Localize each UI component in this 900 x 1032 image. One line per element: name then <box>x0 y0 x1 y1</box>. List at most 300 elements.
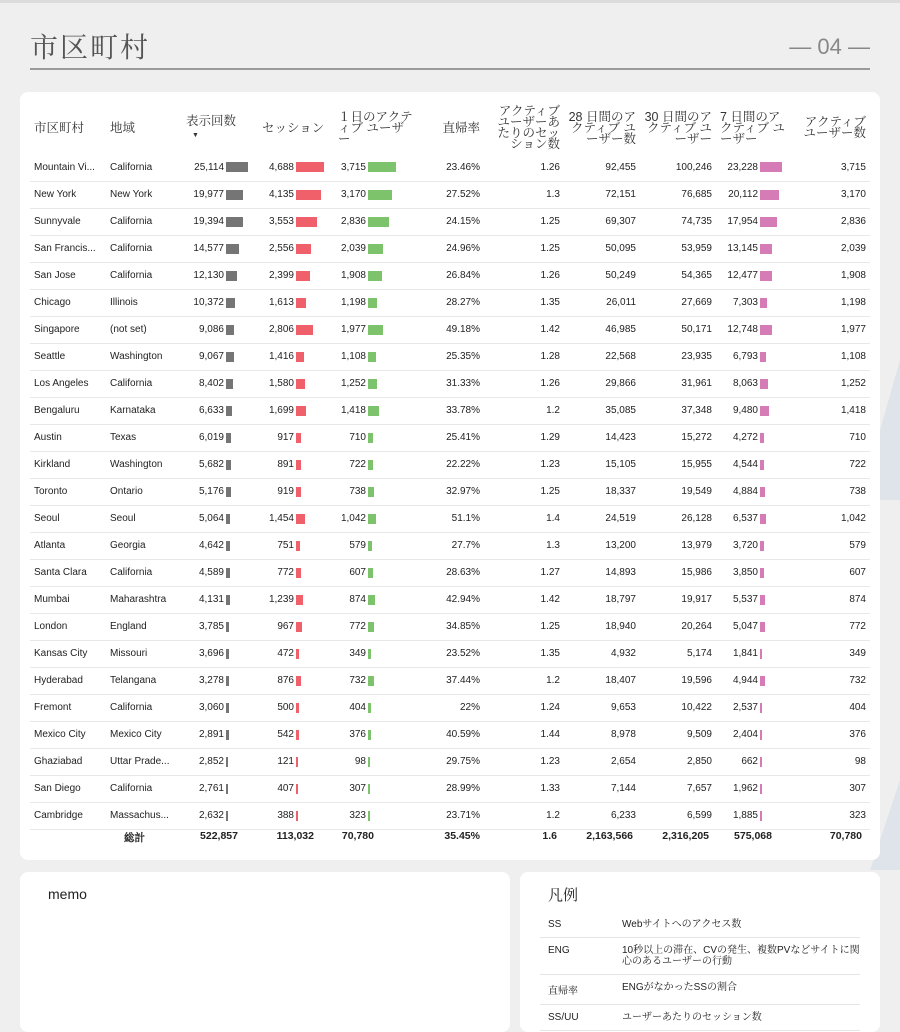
cell-city: Kansas City <box>30 640 106 667</box>
bar-dau <box>368 244 383 254</box>
cell-city: Seoul <box>30 505 106 532</box>
cell-value: 6,793 <box>732 351 758 362</box>
cell-value: 2,806 <box>268 324 294 335</box>
cell-value: 4,131 <box>198 594 224 605</box>
bar-sessions <box>296 514 305 524</box>
table-row[interactable] <box>30 154 870 181</box>
bar-wau <box>760 244 772 254</box>
bar-dau <box>368 784 370 794</box>
table-row[interactable] <box>30 505 870 532</box>
cell-wau <box>716 532 792 559</box>
bar-wau <box>760 190 779 200</box>
cell-city: Ghaziabad <box>30 748 106 775</box>
table-row[interactable] <box>30 640 870 667</box>
bar-cell <box>338 783 414 794</box>
total-dau: 70,780 <box>341 830 374 842</box>
bar-dau <box>368 433 373 443</box>
bar-views <box>226 487 231 497</box>
bar-cell <box>338 378 414 389</box>
cell-views <box>182 235 258 262</box>
cell-views <box>182 262 258 289</box>
bar-views <box>226 460 231 470</box>
bar-dau <box>368 271 382 281</box>
cell-value: 20,112 <box>728 189 758 200</box>
sort-desc-icon[interactable]: ▼ <box>192 131 199 139</box>
cell-value: 1,699 <box>268 405 294 416</box>
bar-views <box>226 325 234 335</box>
column-header-au30[interactable] <box>640 102 716 154</box>
table-row[interactable] <box>30 721 870 748</box>
cell-spu: 1.29 <box>484 424 564 451</box>
cell-value: 1,613 <box>268 297 294 308</box>
bar-cell <box>186 783 254 794</box>
table-row[interactable] <box>30 748 870 775</box>
bar-sessions <box>296 460 301 470</box>
bar-wau <box>760 298 767 308</box>
cell-sessions <box>258 802 334 829</box>
cell-value: 2,039 <box>340 243 366 254</box>
cell-value: 2,556 <box>268 243 294 254</box>
bar-dau <box>368 514 376 524</box>
cell-city: Mexico City <box>30 721 106 748</box>
cell-mau: 72,151 <box>564 181 640 208</box>
bar-cell <box>186 729 254 740</box>
cell-city: Austin <box>30 424 106 451</box>
cell-bounce: 34.85% <box>418 613 484 640</box>
bar-wau <box>760 811 762 821</box>
bar-dau <box>368 541 372 551</box>
cell-dau <box>334 262 418 289</box>
bar-sessions <box>296 271 310 281</box>
cell-mau: 9,653 <box>564 694 640 721</box>
bar-cell <box>720 405 788 416</box>
bar-cell <box>720 270 788 281</box>
cell-au30: 15,955 <box>640 451 716 478</box>
bar-cell <box>186 216 254 227</box>
table-row[interactable] <box>30 316 870 343</box>
bar-wau <box>760 325 772 335</box>
cell-value: 307 <box>349 783 366 794</box>
bar-dau <box>368 487 374 497</box>
bar-cell <box>338 297 414 308</box>
cell-dau <box>334 802 418 829</box>
cell-region: (not set) <box>106 316 182 343</box>
bar-views <box>226 217 243 227</box>
bar-cell <box>720 567 788 578</box>
legend-term: 直帰率 <box>548 986 578 997</box>
cell-dau <box>334 586 418 613</box>
table-row[interactable] <box>30 586 870 613</box>
cell-value: 1,962 <box>732 783 758 794</box>
cell-wau <box>716 559 792 586</box>
cell-value: 14,577 <box>193 243 224 254</box>
cell-au: 607 <box>792 559 870 586</box>
column-header-spu[interactable] <box>484 102 564 154</box>
cell-wau <box>716 802 792 829</box>
cell-views <box>182 424 258 451</box>
table-row[interactable] <box>30 397 870 424</box>
bar-cell <box>720 297 788 308</box>
cell-wau <box>716 748 792 775</box>
cell-mau: 29,866 <box>564 370 640 397</box>
cell-dau <box>334 424 418 451</box>
cell-value: 349 <box>349 648 366 659</box>
cell-au: 710 <box>792 424 870 451</box>
bar-dau <box>368 622 374 632</box>
bar-cell <box>186 378 254 389</box>
bar-cell <box>186 756 254 767</box>
table-row[interactable] <box>30 424 870 451</box>
cell-value: 5,537 <box>732 594 758 605</box>
cell-region: California <box>106 208 182 235</box>
cell-value: 6,019 <box>198 432 224 443</box>
column-header-wau[interactable] <box>716 102 792 154</box>
table-row[interactable] <box>30 775 870 802</box>
column-header-label: １日のアクティブ ユーザー <box>338 109 413 146</box>
bar-views <box>226 595 230 605</box>
cell-au: 1,108 <box>792 343 870 370</box>
bar-cell <box>338 432 414 443</box>
cell-bounce: 31.33% <box>418 370 484 397</box>
cell-value: 9,480 <box>732 405 758 416</box>
column-header-views[interactable] <box>182 102 258 154</box>
cell-value: 19,394 <box>193 216 224 227</box>
cell-wau <box>716 181 792 208</box>
cell-wau <box>716 667 792 694</box>
cell-region: Uttar Prade... <box>106 748 182 775</box>
bar-cell <box>262 567 330 578</box>
cell-bounce: 37.44% <box>418 667 484 694</box>
cell-mau: 18,940 <box>564 613 640 640</box>
cell-sessions <box>258 262 334 289</box>
cell-value: 12,477 <box>727 270 758 281</box>
cell-au: 1,908 <box>792 262 870 289</box>
bar-cell <box>262 486 330 497</box>
cell-city: Singapore <box>30 316 106 343</box>
cell-region: Washington <box>106 343 182 370</box>
cell-spu: 1.25 <box>484 478 564 505</box>
column-header-sessions[interactable] <box>258 102 334 154</box>
table-row[interactable] <box>30 559 870 586</box>
cell-views <box>182 397 258 424</box>
cell-value: 917 <box>277 432 294 443</box>
legend-description: Webサイトへのアクセス数 <box>622 919 742 930</box>
cell-mau: 18,337 <box>564 478 640 505</box>
cell-views <box>182 721 258 748</box>
cell-wau <box>716 613 792 640</box>
cell-spu: 1.44 <box>484 721 564 748</box>
legend-card <box>520 872 880 1032</box>
bar-sessions <box>296 298 306 308</box>
cell-sessions <box>258 316 334 343</box>
cell-dau <box>334 370 418 397</box>
column-header-bounce[interactable] <box>418 102 484 154</box>
bar-wau <box>760 703 762 713</box>
cell-mau: 22,568 <box>564 343 640 370</box>
cell-spu: 1.25 <box>484 235 564 262</box>
cell-au: 722 <box>792 451 870 478</box>
bar-wau <box>760 622 765 632</box>
table-row[interactable] <box>30 532 870 559</box>
bar-dau <box>368 460 373 470</box>
bar-cell <box>186 297 254 308</box>
cell-au: 307 <box>792 775 870 802</box>
cell-value: 7,303 <box>732 297 758 308</box>
cell-spu: 1.26 <box>484 154 564 181</box>
cell-views <box>182 775 258 802</box>
cell-au30: 13,979 <box>640 532 716 559</box>
total-au: 70,780 <box>829 830 862 842</box>
cell-au: 3,170 <box>792 181 870 208</box>
legend-description: 10秒以上の滞在、CVの発生、複数PVなどサイトに関心のあるユーザーの行動 <box>622 945 860 967</box>
cell-value: 2,632 <box>198 810 224 821</box>
bar-views <box>226 811 228 821</box>
totals-row <box>30 830 870 846</box>
bar-cell <box>720 648 788 659</box>
cell-value: 4,544 <box>732 459 758 470</box>
table-row[interactable] <box>30 208 870 235</box>
cell-mau: 4,932 <box>564 640 640 667</box>
bar-cell <box>338 675 414 686</box>
cell-city: Mountain Vi... <box>30 154 106 181</box>
column-header-region[interactable] <box>106 102 182 154</box>
cell-sessions <box>258 397 334 424</box>
cell-au30: 74,735 <box>640 208 716 235</box>
cell-dau <box>334 613 418 640</box>
bar-sessions <box>296 622 302 632</box>
bar-cell <box>720 594 788 605</box>
bar-views <box>226 379 233 389</box>
cell-sessions <box>258 154 334 181</box>
bar-cell <box>186 540 254 551</box>
bar-wau <box>760 784 762 794</box>
cell-city: Cambridge <box>30 802 106 829</box>
cell-region: Mexico City <box>106 721 182 748</box>
table-row[interactable] <box>30 478 870 505</box>
cell-city: Santa Clara <box>30 559 106 586</box>
cell-dau <box>334 181 418 208</box>
cell-region: California <box>106 694 182 721</box>
bar-views <box>226 244 239 254</box>
bar-cell <box>720 783 788 794</box>
bar-cell <box>338 270 414 281</box>
total-spu: 1.6 <box>542 830 557 842</box>
bar-sessions <box>296 784 298 794</box>
bar-cell <box>338 189 414 200</box>
cell-views <box>182 289 258 316</box>
table-row[interactable] <box>30 613 870 640</box>
cell-spu: 1.35 <box>484 640 564 667</box>
bar-dau <box>368 298 377 308</box>
cell-spu: 1.3 <box>484 181 564 208</box>
bar-dau <box>368 568 373 578</box>
cell-value: 542 <box>277 729 294 740</box>
table-row[interactable] <box>30 235 870 262</box>
cell-views <box>182 370 258 397</box>
bar-wau <box>760 460 764 470</box>
bar-sessions <box>296 379 305 389</box>
cell-au30: 15,272 <box>640 424 716 451</box>
bar-cell <box>262 675 330 686</box>
cell-value: 13,145 <box>727 243 758 254</box>
cell-region: Missouri <box>106 640 182 667</box>
table-row[interactable] <box>30 802 870 829</box>
table-row[interactable] <box>30 343 870 370</box>
cell-city: Hyderabad <box>30 667 106 694</box>
cell-views <box>182 505 258 532</box>
column-header-city[interactable] <box>30 102 106 154</box>
bar-wau <box>760 433 764 443</box>
table-row[interactable] <box>30 370 870 397</box>
page-number: — 04 — <box>789 34 870 59</box>
cell-city: Chicago <box>30 289 106 316</box>
cell-sessions <box>258 235 334 262</box>
cell-wau <box>716 397 792 424</box>
cell-wau <box>716 235 792 262</box>
cell-dau <box>334 775 418 802</box>
cell-value: 5,064 <box>198 513 224 524</box>
cell-city: Sunnyvale <box>30 208 106 235</box>
cell-au: 3,715 <box>792 154 870 181</box>
bar-cell <box>262 162 330 173</box>
cell-value: 1,042 <box>340 513 366 524</box>
cell-spu: 1.27 <box>484 559 564 586</box>
cell-value: 4,642 <box>198 540 224 551</box>
bar-wau <box>760 514 766 524</box>
cell-dau <box>334 721 418 748</box>
bar-views <box>226 622 229 632</box>
cell-value: 9,086 <box>198 324 224 335</box>
cell-value: 121 <box>277 756 294 767</box>
cell-sessions <box>258 694 334 721</box>
cell-mau: 24,519 <box>564 505 640 532</box>
bar-dau <box>368 379 377 389</box>
bar-dau <box>368 595 375 605</box>
cell-value: 9,067 <box>198 351 224 362</box>
cell-city: San Francis... <box>30 235 106 262</box>
bar-cell <box>262 621 330 632</box>
cell-value: 1,418 <box>340 405 366 416</box>
table-row[interactable] <box>30 667 870 694</box>
bar-wau <box>760 541 764 551</box>
cell-wau <box>716 478 792 505</box>
bar-wau <box>760 757 762 767</box>
column-header-mau[interactable] <box>564 102 640 154</box>
bar-cell <box>186 675 254 686</box>
cell-bounce: 28.63% <box>418 559 484 586</box>
cell-bounce: 24.96% <box>418 235 484 262</box>
bar-cell <box>262 351 330 362</box>
cell-sessions <box>258 505 334 532</box>
bar-wau <box>760 162 782 172</box>
cell-views <box>182 154 258 181</box>
cell-views <box>182 748 258 775</box>
cell-city: San Diego <box>30 775 106 802</box>
cell-value: 876 <box>277 675 294 686</box>
cell-region: California <box>106 154 182 181</box>
cell-city: Fremont <box>30 694 106 721</box>
table-scroll-area[interactable] <box>30 102 870 824</box>
cell-sessions <box>258 181 334 208</box>
table-row[interactable] <box>30 694 870 721</box>
bar-cell <box>338 216 414 227</box>
bar-views <box>226 352 234 362</box>
bar-cell <box>720 324 788 335</box>
column-header-au[interactable] <box>792 102 870 154</box>
bar-cell <box>186 621 254 632</box>
cell-value: 874 <box>349 594 366 605</box>
cell-au30: 100,246 <box>640 154 716 181</box>
cell-wau <box>716 208 792 235</box>
cell-sessions <box>258 208 334 235</box>
bar-views <box>226 703 229 713</box>
cell-value: 10,372 <box>193 297 224 308</box>
cell-city: Mumbai <box>30 586 106 613</box>
page-title: 市区町村 <box>30 31 151 64</box>
cell-value: 19,977 <box>193 189 224 200</box>
cell-au30: 19,917 <box>640 586 716 613</box>
bar-cell <box>720 756 788 767</box>
cell-value: 2,836 <box>340 216 366 227</box>
cell-city: New York <box>30 181 106 208</box>
bar-cell <box>720 621 788 632</box>
cell-spu: 1.23 <box>484 451 564 478</box>
cell-bounce: 23.71% <box>418 802 484 829</box>
cell-value: 2,404 <box>732 729 758 740</box>
cell-value: 738 <box>349 486 366 497</box>
cell-wau <box>716 154 792 181</box>
table-row[interactable] <box>30 181 870 208</box>
cell-value: 772 <box>277 567 294 578</box>
cell-views <box>182 316 258 343</box>
cell-spu: 1.3 <box>484 532 564 559</box>
cell-spu: 1.28 <box>484 343 564 370</box>
table-row[interactable] <box>30 289 870 316</box>
column-header-label: アクティブ ユーザー数 <box>803 115 866 140</box>
bar-dau <box>368 162 396 172</box>
table-row[interactable] <box>30 451 870 478</box>
legend-item <box>540 975 860 1005</box>
column-header-dau[interactable] <box>334 102 418 154</box>
bar-views <box>226 568 230 578</box>
cell-spu: 1.25 <box>484 613 564 640</box>
cell-city: Toronto <box>30 478 106 505</box>
cell-value: 772 <box>349 621 366 632</box>
cell-au: 579 <box>792 532 870 559</box>
bar-cell <box>338 621 414 632</box>
cell-views <box>182 208 258 235</box>
cell-value: 2,399 <box>268 270 294 281</box>
cell-mau: 50,249 <box>564 262 640 289</box>
cell-wau <box>716 343 792 370</box>
cell-bounce: 25.35% <box>418 343 484 370</box>
legend-item <box>540 912 860 938</box>
cell-dau <box>334 532 418 559</box>
table-row[interactable] <box>30 262 870 289</box>
cell-wau <box>716 775 792 802</box>
cell-value: 3,850 <box>732 567 758 578</box>
cell-region: Washington <box>106 451 182 478</box>
cell-dau <box>334 343 418 370</box>
legend-term: SS/UU <box>548 1012 579 1023</box>
cell-bounce: 22.22% <box>418 451 484 478</box>
bar-cell <box>338 513 414 524</box>
cell-value: 12,130 <box>193 270 224 281</box>
cell-city: San Jose <box>30 262 106 289</box>
cell-value: 3,785 <box>198 621 224 632</box>
cell-mau: 26,011 <box>564 289 640 316</box>
cell-mau: 2,654 <box>564 748 640 775</box>
